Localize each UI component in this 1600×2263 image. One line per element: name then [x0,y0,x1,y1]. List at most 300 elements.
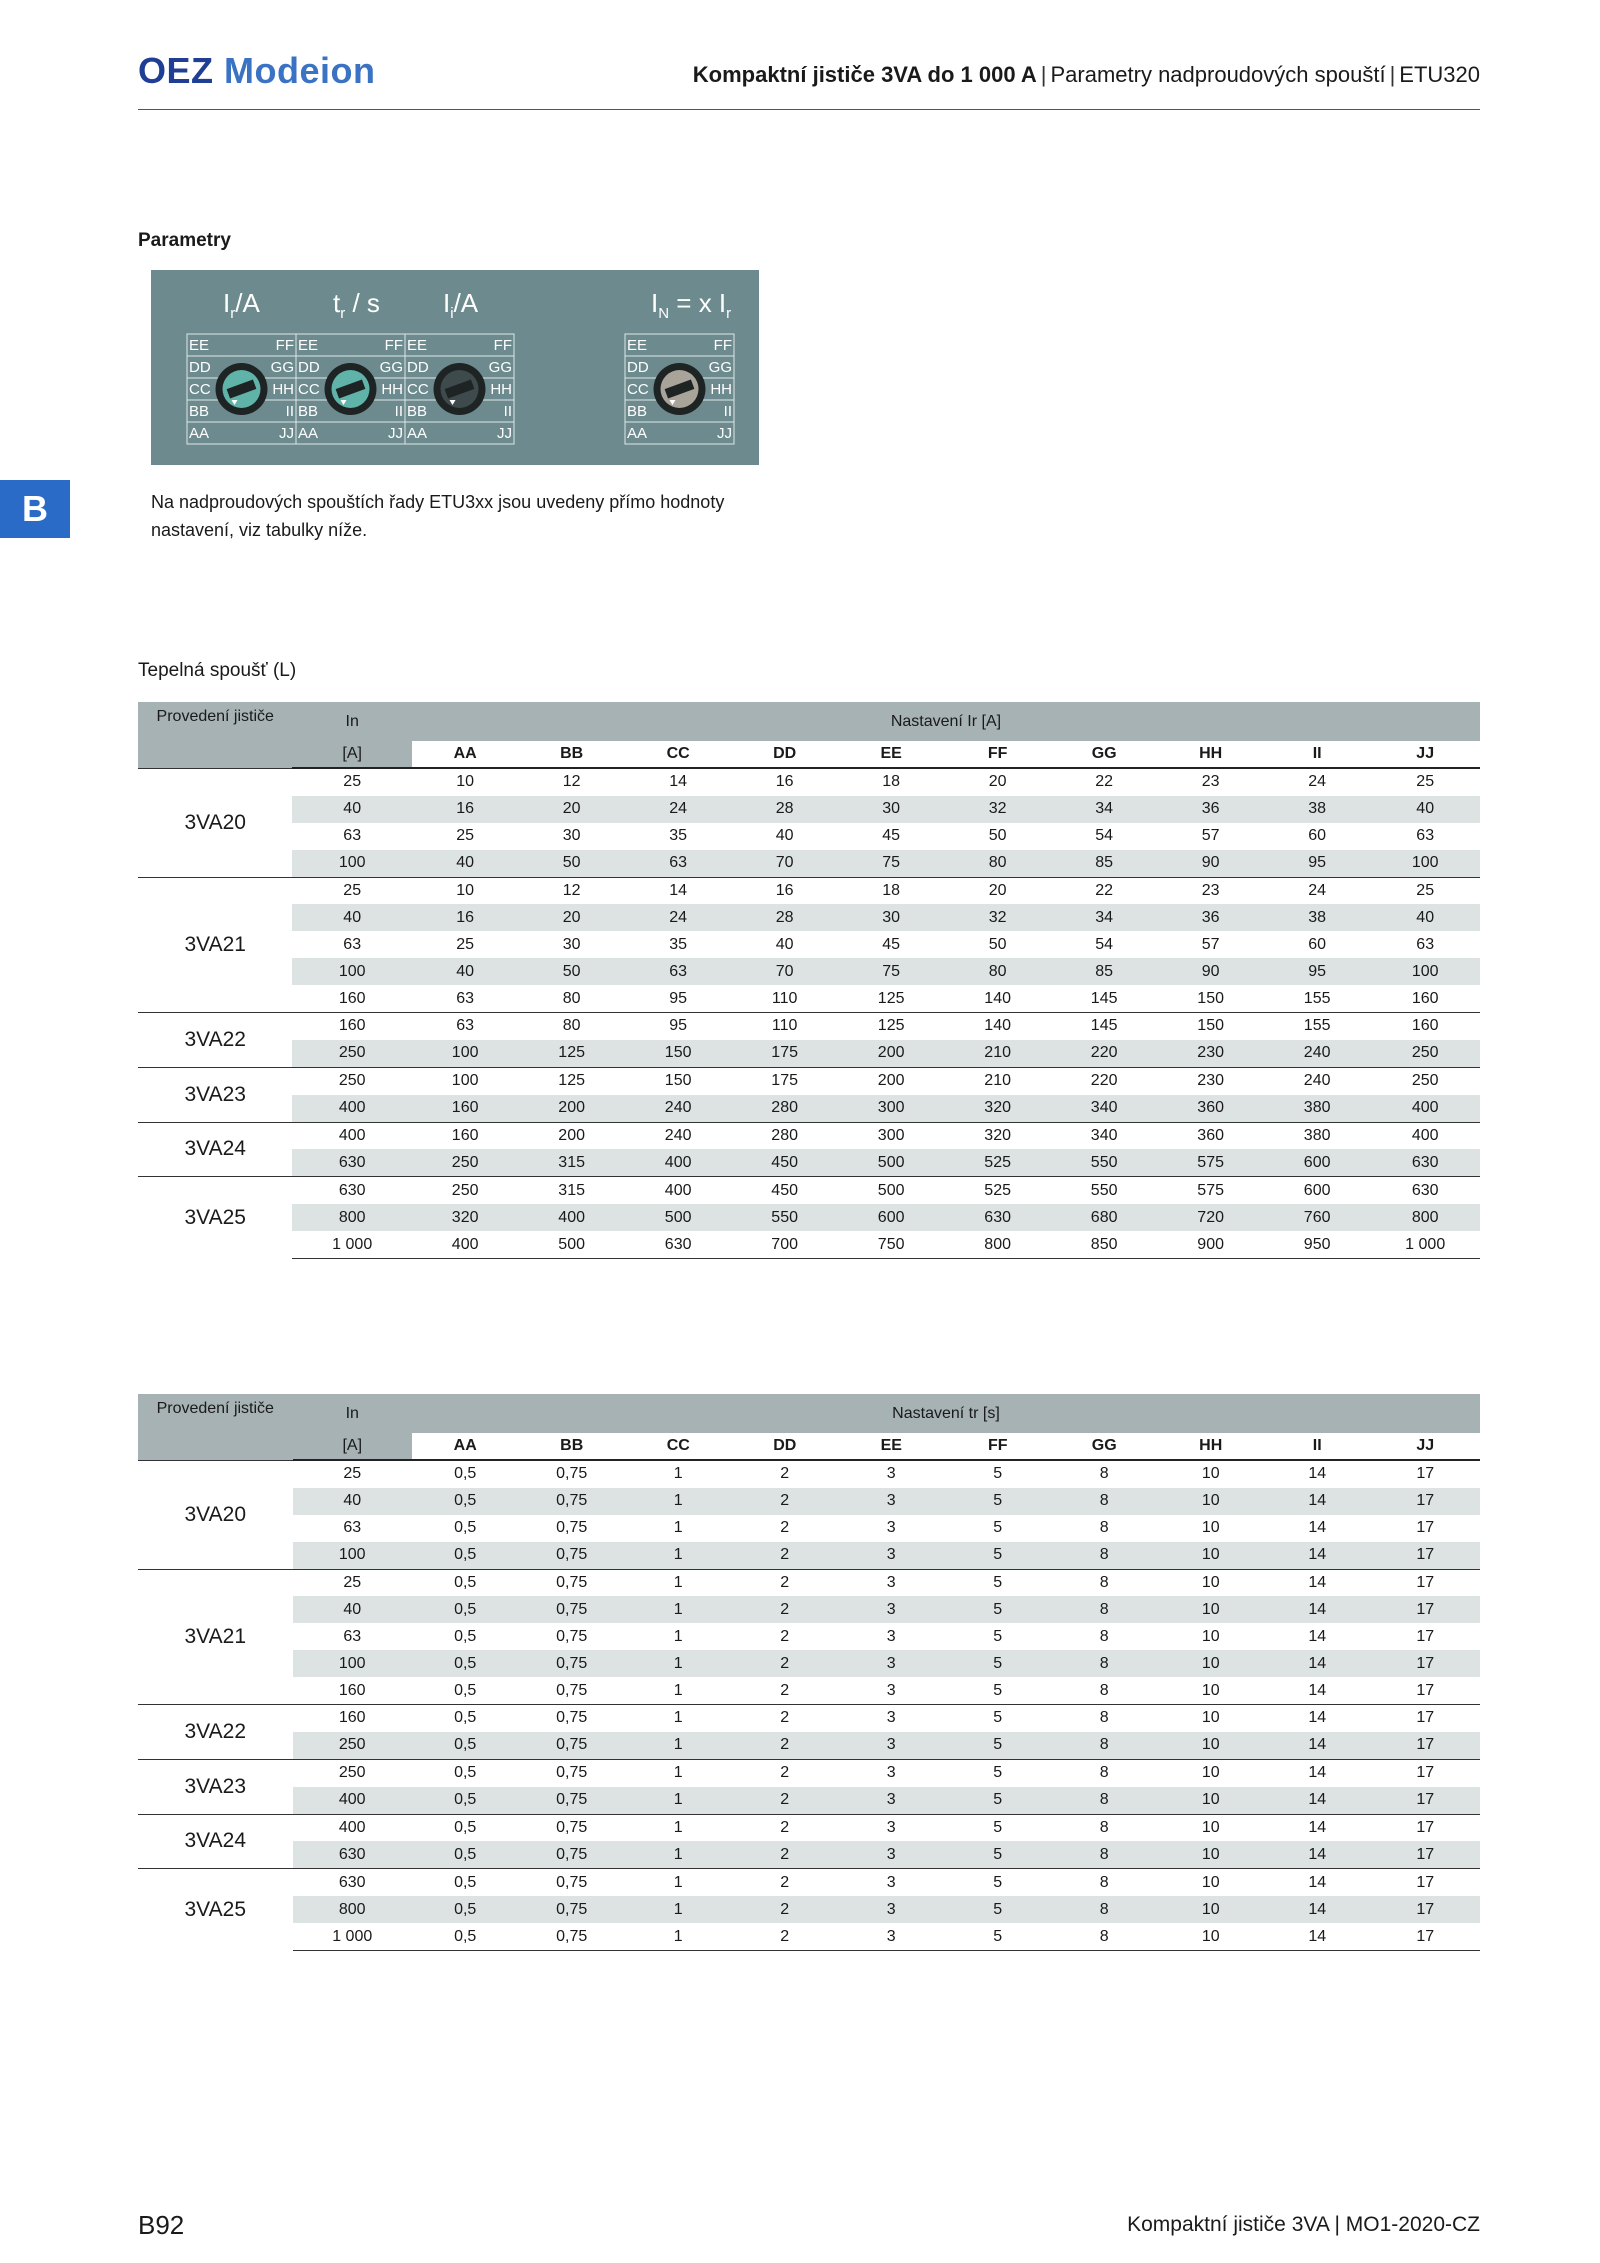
table-cell: 3 [838,1759,944,1786]
brand-logo [138,50,376,92]
table-cell: 100 [292,850,411,877]
table-cell: 95 [625,1013,732,1040]
table-cell: 0,75 [518,1869,625,1896]
table-cell: 40 [1370,796,1480,823]
header-key: EE [838,1433,944,1460]
table-cell: 8 [1051,1787,1158,1814]
table-cell: 24 [625,796,732,823]
table-cell: 110 [731,1013,838,1040]
table-cell: 100 [412,1067,519,1094]
table-cell: 3 [838,1923,944,1950]
table-cell: 230 [1157,1067,1264,1094]
table-cell: 160 [293,1705,412,1732]
header-key: BB [518,1433,625,1460]
table-cell: 630 [1370,1149,1480,1176]
scale-label: FF [275,337,294,354]
table-cell: 320 [412,1204,519,1231]
table-cell: 90 [1157,850,1264,877]
table-cell: 10 [1157,1705,1264,1732]
scale-label: DD [407,359,429,376]
table-cell: 5 [944,1732,1050,1759]
table-cell: 360 [1157,1122,1264,1149]
table-cell: 57 [1201,935,1220,953]
table-cell: 5 [944,1759,1050,1786]
model-cell: 3VA20 [138,1460,293,1569]
table-cell: 34 [1051,796,1158,823]
table-cell: 210 [944,1040,1051,1067]
table-cell: 50 [988,827,1007,845]
table-cell: 63 [456,989,475,1007]
table-cell: 8 [1099,1519,1109,1537]
table-cell: 14 [1264,1569,1370,1596]
table-row [138,1841,1480,1868]
table-cell: 2 [780,1627,790,1645]
header-key: HH [1157,741,1264,768]
table-cell: 3 [838,1841,944,1868]
table-cell: 10 [1157,1650,1264,1677]
page-header-title: Kompaktní jističe 3VA do 1 000 A | Parametry nadproudových spouští | ETU320 [692,62,1480,87]
table-cell: 85 [1051,850,1158,877]
dial-block [625,334,734,444]
table-cell: 63 [412,1013,519,1040]
table-row [138,1787,1480,1814]
table-cell: 5 [944,1488,1050,1515]
table-row [138,1869,1480,1896]
table-cell: 20 [944,768,1051,796]
table-cell: 2 [732,1650,839,1677]
table-cell: 340 [1051,1095,1158,1122]
table-cell: 5 [944,1841,1050,1868]
table-cell: 8 [1051,1896,1158,1923]
table-cell: 0,75 [518,1460,625,1488]
table-row [138,1149,1480,1176]
scale-label: DD [298,359,320,376]
dial-block [296,334,405,444]
table-cell: 575 [1157,1177,1264,1204]
table-row [138,958,1480,985]
table-cell: 360 [1157,1095,1264,1122]
table-cell: 400 [1370,1095,1480,1122]
table-cell: 400 [518,1204,625,1231]
scale-label: JJ [497,425,512,442]
table-cell: 160 [292,1013,411,1040]
table-cell: 630 [625,1231,732,1258]
table-row [138,768,1480,796]
table-cell: 5 [944,1596,1050,1623]
table-cell: 175 [731,1040,838,1067]
table-cell: 17 [1370,1732,1480,1759]
table-row [138,1542,1480,1569]
table-cell: 18 [838,768,945,796]
table-cell: 17 [1370,1705,1480,1732]
scale-label: AA [298,425,319,442]
table-cell: 210 [944,1067,1051,1094]
table-cell: 50 [518,850,625,877]
table-cell: 950 [1264,1231,1371,1258]
table-cell: 2 [732,1869,839,1896]
header-key: JJ [1370,741,1480,768]
table-cell: 10 [1201,1519,1220,1537]
table-cell: 14 [1264,1923,1370,1950]
table-row [138,985,1480,1012]
table-cell: 125 [838,1013,945,1040]
table-cell: 8 [1051,1705,1158,1732]
table-cell: 30 [838,796,945,823]
table-cell: 1 [625,1569,732,1596]
table-cell: 0,75 [518,1732,625,1759]
table-cell: 10 [1157,1460,1264,1488]
table-cell: 8 [1051,1869,1158,1896]
page-number: B92 [138,2210,185,2240]
table-cell: 630 [944,1204,1051,1231]
table-cell: 200 [838,1067,945,1094]
scale-label: DD [627,359,649,376]
table-cell: 0,75 [518,1841,625,1868]
table-cell: 800 [1370,1204,1480,1231]
table-cell: 5 [993,1627,1003,1645]
table-cell: 0,75 [518,1596,625,1623]
table-cell: 20 [518,796,625,823]
table-cell: 300 [838,1095,945,1122]
table-cell: 95 [1264,958,1371,985]
label-ir: $I_r/A$ [223,288,260,322]
table-cell: 800 [944,1231,1051,1258]
table-cell: 140 [984,989,1011,1007]
header-key: JJ [1370,1433,1480,1460]
table-cell: 2 [732,1705,839,1732]
table-cell: 0,5 [454,1519,477,1537]
table-row [138,1177,1480,1204]
table-cell: 16 [731,877,838,904]
table-cell: 40 [293,1596,412,1623]
table-cell: 17 [1370,1460,1480,1488]
table-cell: 5 [944,1650,1050,1677]
table-cell: 14 [625,768,732,796]
label-in: $I_N = x$ $I_r$ [651,288,732,322]
table-cell: 95 [1264,850,1371,877]
table-cell: 70 [731,850,838,877]
scale-label: CC [407,381,429,398]
table-cell: 63 [1416,935,1435,953]
header-title-end: ETU320 [1399,62,1480,87]
scale-label: GG [270,359,294,376]
table-cell: 10 [412,877,519,904]
table-cell: 400 [292,1122,411,1149]
table-cell: 220 [1051,1040,1158,1067]
header-provedeni: Provedení jističe [138,702,292,741]
table-cell: 25 [293,1460,412,1488]
table-cell: 25 [456,827,475,845]
table-cell: 155 [1303,989,1331,1007]
header-provedeni: Provedení jističe [138,1394,293,1433]
table-cell: 5 [944,1460,1050,1488]
table-cell: 800 [293,1896,412,1923]
header-key: AA [412,1433,519,1460]
table-cell: 10 [1157,1596,1264,1623]
table-cell: 8 [1099,1627,1109,1645]
table-cell: 100 [293,1542,412,1569]
table-cell: 2 [732,1787,839,1814]
table-cell: 240 [1264,1067,1371,1094]
table-cell: 17 [1370,1896,1480,1923]
table-cell: 125 [877,989,905,1007]
table-cell: 60 [1308,827,1327,845]
table-cell: 250 [292,1040,411,1067]
table-cell: 500 [518,1231,625,1258]
table-cell: 8 [1051,1488,1158,1515]
model-cell: 3VA25 [138,1869,293,1951]
table-cell: 280 [731,1095,838,1122]
table-cell: 80 [944,850,1051,877]
table-cell: 500 [838,1177,945,1204]
table-cell: 24 [1264,768,1371,796]
table-row [138,1122,1480,1149]
table-cell: 2 [732,1896,839,1923]
table-row [138,796,1480,823]
table-cell: 57 [1201,827,1220,845]
table-cell: 800 [292,1204,411,1231]
header-key: FF [944,741,1051,768]
table-cell: 14 [1308,1681,1327,1699]
table-cell: 17 [1416,1627,1435,1645]
table-cell: 250 [1370,1040,1480,1067]
table-cell: 150 [625,1040,732,1067]
table-cell: 525 [944,1177,1051,1204]
table-cell: 5 [944,1896,1050,1923]
scale-label: FF [493,337,512,354]
table-cell: 400 [625,1149,732,1176]
table-cell: 1 000 [293,1923,412,1950]
parameters-heading: Parametry [138,230,231,251]
table-cell: 63 [625,958,732,985]
table-cell: 14 [1264,1596,1370,1623]
table-cell: 1 [625,1841,732,1868]
thermal-trip-table [138,702,1480,1259]
table-cell: 10 [1157,1569,1264,1596]
table-cell: 3 [838,1596,944,1623]
table-cell: 75 [838,958,945,985]
table-cell: 400 [412,1231,519,1258]
table-row [138,877,1480,904]
header-title-main: Kompaktní jističe 3VA do 1 000 A [692,62,1037,87]
table-cell: 8 [1051,1759,1158,1786]
footer-doc-ref: Kompaktní jističe 3VA | MO1-2020-CZ [1127,2213,1480,2236]
table-cell: 32 [944,904,1051,931]
scale-label: II [723,403,732,420]
table-cell: 3 [838,1732,944,1759]
table-cell: 10 [1157,1732,1264,1759]
table-cell: 0,75 [556,1681,588,1699]
table-cell: 40 [292,904,411,931]
table-cell: 100 [292,958,411,985]
table-cell: 140 [944,1013,1051,1040]
header-key: CC [625,741,732,768]
table-cell: 8 [1051,1460,1158,1488]
table-cell: 630 [292,1149,411,1176]
table-cell: 1 [625,1732,732,1759]
table-cell: 2 [780,1681,790,1699]
table-cell: 300 [838,1122,945,1149]
table-cell: 550 [1051,1149,1158,1176]
scale-label: BB [189,403,210,420]
model-cell: 3VA23 [138,1759,293,1814]
scale-label: EE [189,337,210,354]
table-cell: 1 000 [292,1231,411,1258]
table-cell: 630 [293,1841,412,1868]
scale-label: BB [407,403,428,420]
table-cell: 200 [518,1095,625,1122]
table-cell: 14 [1264,1787,1370,1814]
table-cell: 38 [1264,796,1371,823]
section-tab: B [0,480,70,538]
label-tr: $t_r$ / s [333,288,380,322]
table-cell: 14 [1264,1814,1370,1841]
header-key: FF [944,1433,1050,1460]
table-cell: 250 [293,1759,412,1786]
table-cell: 0,5 [412,1814,519,1841]
table-cell: 25 [1370,768,1480,796]
table-cell: 36 [1157,796,1264,823]
table-cell: 14 [1264,1869,1370,1896]
table-cell: 40 [412,958,519,985]
table-cell: 28 [731,904,838,931]
table-cell: 250 [412,1149,519,1176]
table-cell: 12 [518,768,625,796]
table-cell: 0,5 [412,1841,519,1868]
header-key: CC [625,1433,732,1460]
table-cell: 2 [732,1814,839,1841]
table-cell: 2 [732,1460,839,1488]
scale-label: GG [708,359,732,376]
table-cell: 0,75 [518,1787,625,1814]
table-cell: 14 [1264,1759,1370,1786]
table-cell: 0,5 [412,1650,519,1677]
table-cell: 16 [731,768,838,796]
table-cell: 5 [944,1923,1050,1950]
table-cell: 14 [1308,1519,1327,1537]
table-cell: 63 [1416,827,1435,845]
table-cell: 10 [1157,1488,1264,1515]
trip-unit-panel [151,270,759,465]
table-cell: 1 [625,1759,732,1786]
table-cell: 5 [944,1542,1050,1569]
table-cell: 400 [625,1177,732,1204]
table-cell: 8 [1051,1569,1158,1596]
header-title-mid: Parametry nadproudových spouští [1050,62,1386,87]
model-cell: 3VA24 [138,1814,293,1869]
table-cell: 500 [838,1149,945,1176]
table-cell: 23 [1157,877,1264,904]
table-cell: 850 [1051,1231,1158,1258]
table-cell: 160 [338,989,366,1007]
table-cell: 0,5 [412,1732,519,1759]
table-cell: 200 [518,1122,625,1149]
table-cell: 1 [625,1814,732,1841]
table-cell: 175 [731,1067,838,1094]
table-cell: 25 [456,935,475,953]
table-cell: 0,5 [412,1869,519,1896]
header-unit: [A] [292,741,411,768]
table-cell: 3 [838,1569,944,1596]
table-cell: 2 [732,1596,839,1623]
table-cell: 250 [1370,1067,1480,1094]
table-cell: 8 [1051,1923,1158,1950]
table-cell: 10 [1157,1896,1264,1923]
table-cell: 3 [838,1650,944,1677]
table-cell: 200 [838,1040,945,1067]
table-cell: 100 [412,1040,519,1067]
table-cell: 8 [1051,1650,1158,1677]
table-cell: 1 000 [1370,1231,1480,1258]
table-row [138,1515,1480,1542]
table-row [138,1923,1480,1950]
table-cell: 380 [1264,1122,1371,1149]
table-cell: 14 [1264,1732,1370,1759]
table-row [138,1896,1480,1923]
table-cell: 340 [1051,1122,1158,1149]
table-cell: 8 [1051,1732,1158,1759]
header-setting: Nastavení tr [s] [412,1394,1480,1433]
time-delay-table [138,1394,1480,1951]
table-cell: 30 [838,904,945,931]
table-cell: 550 [1051,1177,1158,1204]
table-cell: 60 [1308,935,1327,953]
model-cell: 3VA23 [138,1067,292,1122]
model-cell: 3VA21 [138,1569,293,1704]
table-cell: 525 [944,1149,1051,1176]
table-cell: 5 [944,1869,1050,1896]
table-cell: 17 [1370,1869,1480,1896]
table-cell: 63 [343,827,362,845]
table-cell: 8 [1051,1814,1158,1841]
table-cell: 5 [993,1681,1003,1699]
table-cell: 100 [293,1650,412,1677]
table-row [138,1095,1480,1122]
table-cell: 16 [412,904,519,931]
header-divider [138,109,1480,110]
table-cell: 3 [886,1519,896,1537]
scale-label: II [285,403,294,420]
scale-label: AA [189,425,210,442]
table-cell: 760 [1264,1204,1371,1231]
table-cell: 17 [1370,1542,1480,1569]
scale-label: DD [189,359,211,376]
table-cell: 10 [1157,1923,1264,1950]
table-cell: 230 [1157,1040,1264,1067]
table-cell: 3 [838,1896,944,1923]
table-cell: 0,5 [412,1542,519,1569]
table-cell: 280 [731,1122,838,1149]
table-cell: 0,5 [412,1759,519,1786]
table-cell: 14 [1264,1841,1370,1868]
table-cell: 125 [518,1040,625,1067]
table-row [138,1650,1480,1677]
table-cell: 1 [673,1519,683,1537]
table-cell: 80 [518,1013,625,1040]
table-cell: 100 [1370,850,1480,877]
table-cell: 17 [1370,1596,1480,1623]
scale-label: CC [298,381,320,398]
table-cell: 0,5 [412,1896,519,1923]
table-cell: 1 [625,1596,732,1623]
table-cell: 150 [1157,1013,1264,1040]
table-cell: 1 [625,1488,732,1515]
table-cell: 30 [562,935,581,953]
table-cell: 110 [771,989,798,1007]
table-cell: 315 [518,1149,625,1176]
scale-label: BB [627,403,648,420]
table-row [138,850,1480,877]
